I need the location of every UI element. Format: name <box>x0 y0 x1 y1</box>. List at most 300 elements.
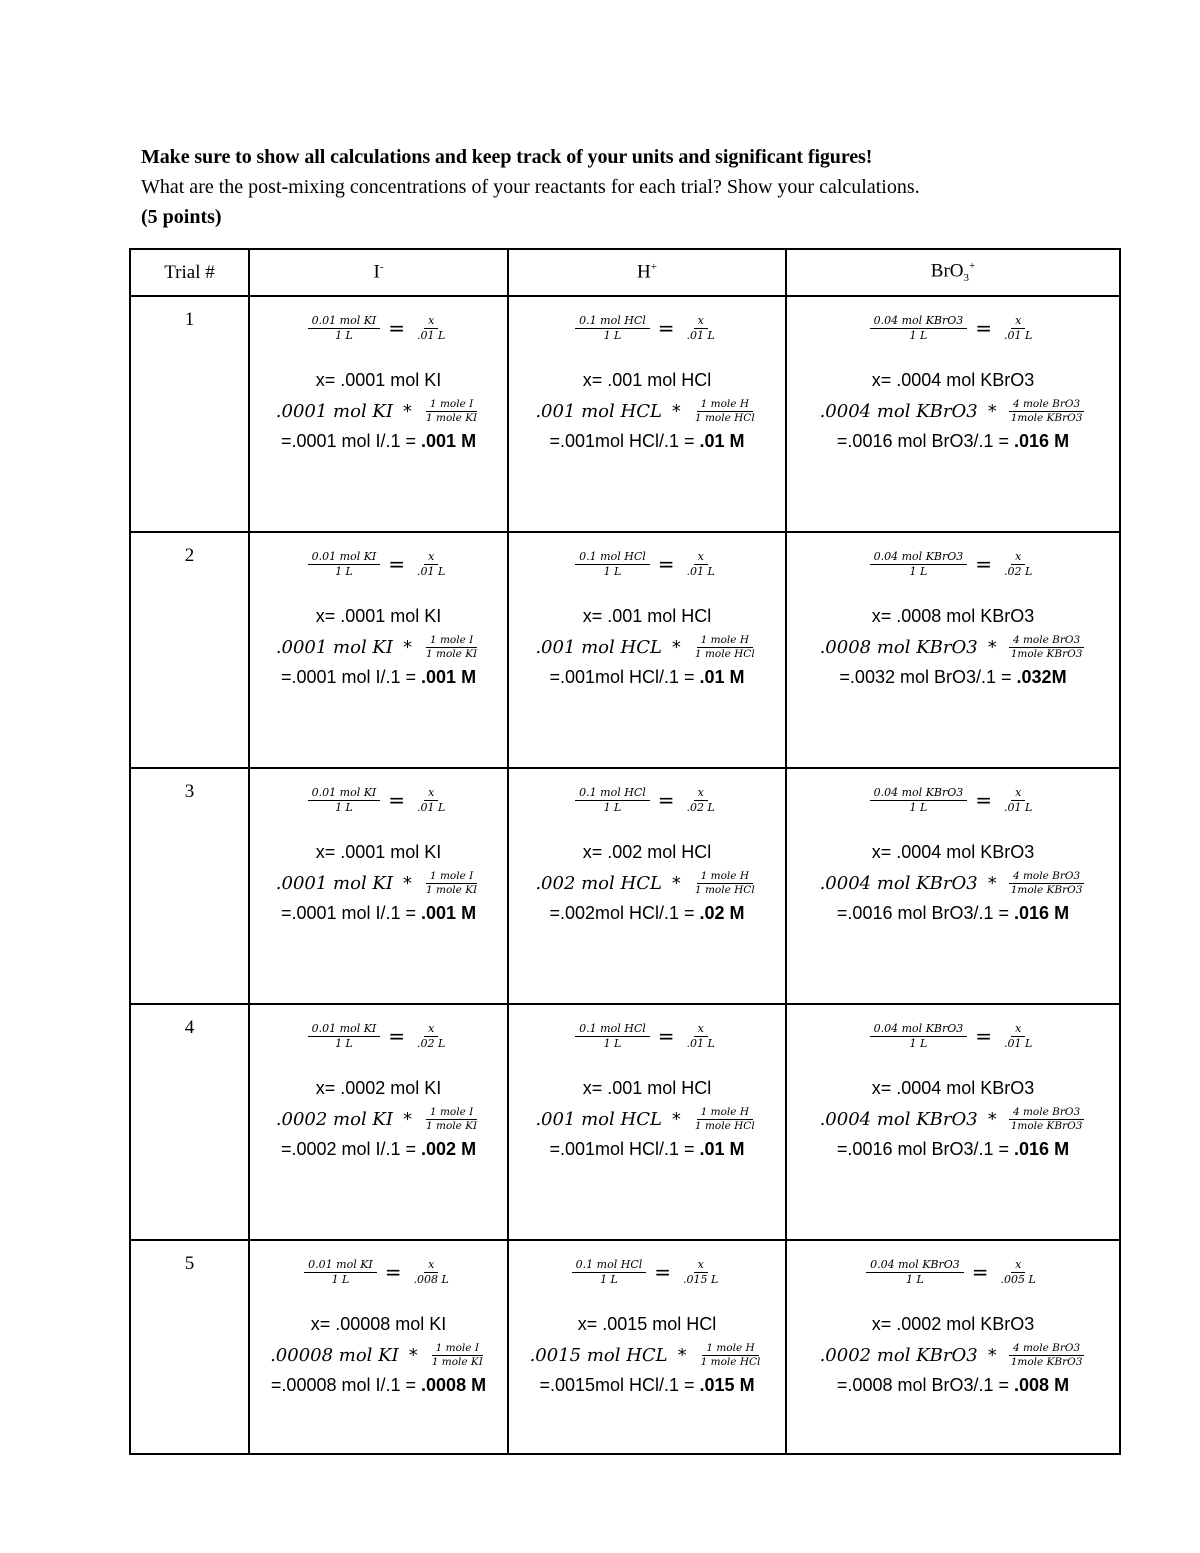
calc-text: 1 mole H <box>702 1342 758 1356</box>
moles-quantity: .0002 mol KI <box>275 1108 393 1130</box>
calc-text: =.0016 mol BrO3/.1 = <box>836 903 1015 923</box>
conversion-equation <box>276 393 481 429</box>
multiply-sign: * <box>987 400 997 422</box>
calc-text: 1 L <box>335 1036 353 1050</box>
ratio-equation <box>575 783 719 817</box>
calc-text: x <box>424 550 438 565</box>
calc-text: x <box>1011 550 1025 565</box>
molarity-result <box>831 1373 1075 1397</box>
ratio-equation <box>304 1255 453 1289</box>
calc-text: 1 L <box>909 800 928 814</box>
calc-text: .01 M <box>699 667 745 687</box>
concentration-table <box>129 248 1121 1455</box>
calc-text: 1 L <box>909 564 928 578</box>
calc-text: x <box>694 786 708 801</box>
calc-text: x <box>694 314 708 329</box>
table-row <box>130 532 1120 768</box>
molarity-result <box>833 665 1072 689</box>
calc-text: .01 L <box>686 1036 715 1050</box>
moles-result: x= .0004 mol KBrO3 <box>871 842 1035 862</box>
instruction-text: Make sure to show all calculations and keep track of your units and significant figures! <box>141 146 873 168</box>
calc-text: .0008 M <box>421 1375 487 1395</box>
calc-text: .02 L <box>686 800 715 814</box>
concentration-fraction <box>308 314 381 343</box>
calc-text: .01 L <box>417 800 446 814</box>
calc-cell-i <box>249 1004 508 1240</box>
molarity-result <box>543 665 750 689</box>
unknown-fraction <box>683 1022 719 1051</box>
calc-text: 0.1 mol HCl <box>572 1258 647 1273</box>
calc-cell-i <box>249 296 508 532</box>
calc-text: =.0008 mol BrO3/.1 = <box>836 1375 1015 1395</box>
moles-result: x= .00008 mol KI <box>310 1314 447 1334</box>
calc-text: .01 L <box>1004 800 1033 814</box>
moles-quantity: .0004 mol KBrO3 <box>819 872 978 894</box>
calc-text: 1 mole HCl <box>694 1119 755 1132</box>
calc-text: 1 L <box>335 800 353 814</box>
calc-cell-h <box>508 296 786 532</box>
mole-ratio-fraction <box>422 398 481 425</box>
table-row <box>130 1240 1120 1454</box>
ratio-equation <box>870 547 1037 581</box>
mole-ratio-fraction <box>697 1342 765 1369</box>
calc-text: 4 mole BrO3 <box>1009 634 1084 648</box>
mole-ratio-fraction <box>691 634 759 661</box>
calc-text: .015 L <box>683 1272 719 1286</box>
calc-text: .005 L <box>1000 1272 1036 1286</box>
moles-quantity: .0002 mol KBrO3 <box>819 1344 978 1366</box>
equals-sign: = <box>654 1260 672 1284</box>
calc-text: .002 M <box>421 1139 477 1159</box>
calc-text: .01 M <box>699 1139 745 1159</box>
calc-text: x <box>424 1022 438 1037</box>
conversion-equation <box>820 393 1087 429</box>
calc-text: 1 mole H <box>697 870 753 884</box>
calc-text: x <box>424 786 438 801</box>
mole-ratio-fraction <box>422 634 481 661</box>
calc-text: x <box>1011 1258 1025 1273</box>
unknown-fraction <box>997 1258 1040 1287</box>
moles-quantity: .0004 mol KBrO3 <box>819 1108 978 1130</box>
moles-result: x= .001 mol HCl <box>582 606 712 626</box>
calc-text: 1 mole KI <box>426 411 478 424</box>
calc-text: .02 L <box>1004 564 1033 578</box>
conversion-equation <box>535 629 758 665</box>
multiply-sign: * <box>403 400 412 422</box>
concentration-fraction <box>575 1022 650 1051</box>
conversion-equation <box>820 865 1087 901</box>
ratio-equation <box>308 1019 450 1053</box>
mole-ratio-fraction <box>1007 1342 1087 1369</box>
multiply-sign: * <box>987 636 997 658</box>
ratio-equation <box>866 1255 1040 1289</box>
equals-sign: = <box>975 1024 993 1048</box>
calc-text: =.0002 mol I/.1 = <box>280 1139 422 1159</box>
moles-result: x= .0002 mol KBrO3 <box>871 1314 1035 1334</box>
table-row <box>130 768 1120 1004</box>
calc-cell-h <box>508 768 786 1004</box>
multiply-sign: * <box>987 872 997 894</box>
calc-text: 0.04 mol KBrO3 <box>866 1258 964 1273</box>
calc-cell-i <box>249 532 508 768</box>
moles-result: x= .001 mol HCl <box>582 370 712 390</box>
calc-text: x <box>1011 314 1025 329</box>
mole-ratio-fraction <box>691 870 759 897</box>
concentration-fraction <box>870 1022 968 1051</box>
calc-text: =.0015mol HCl/.1 = <box>539 1375 700 1395</box>
calc-text: 1mole KBrO3 <box>1010 647 1083 660</box>
conversion-equation <box>276 865 481 901</box>
calc-text: =.0001 mol I/.1 = <box>280 667 422 687</box>
calc-text: 1 L <box>906 1272 924 1286</box>
trial-number: 1 <box>130 296 249 532</box>
calc-text: 1 mole H <box>697 398 753 412</box>
calc-text: .01 L <box>1004 328 1033 342</box>
moles-quantity: .0015 mol HCL <box>529 1344 668 1366</box>
mole-ratio-fraction <box>1007 1106 1087 1133</box>
multiply-sign: * <box>671 400 681 422</box>
concentration-fraction <box>572 1258 647 1287</box>
calc-text: 1 mole I <box>426 870 477 884</box>
mole-ratio-fraction <box>691 398 759 425</box>
calc-text: 1 mole KI <box>426 883 478 896</box>
equals-sign: = <box>388 1024 406 1048</box>
multiply-sign: * <box>677 1344 687 1366</box>
conversion-equation <box>276 629 481 665</box>
calc-text: 1 L <box>331 1272 350 1286</box>
trial-number: 2 <box>130 532 249 768</box>
equals-sign: = <box>975 788 993 812</box>
calc-text: 0.1 mol HCl <box>575 786 650 801</box>
calc-text: .01 L <box>417 328 446 342</box>
moles-quantity: .0001 mol KI <box>275 636 393 658</box>
equals-sign: = <box>388 552 406 576</box>
unknown-fraction <box>1000 550 1036 579</box>
calc-text: =.0016 mol BrO3/.1 = <box>836 431 1015 451</box>
calc-text: .02 M <box>699 903 745 923</box>
molarity-result <box>831 1137 1075 1161</box>
calc-text: .02 L <box>417 1036 446 1050</box>
conversion-equation <box>276 1101 481 1137</box>
calc-cell-b <box>786 1240 1120 1454</box>
calc-text: 0.01 mol KI <box>308 786 381 801</box>
header <box>141 142 1141 232</box>
concentration-fraction <box>870 550 968 579</box>
molarity-result <box>543 901 750 925</box>
ratio-equation <box>575 311 719 345</box>
calc-text: 0.04 mol KBrO3 <box>870 1022 968 1037</box>
equals-sign: = <box>971 1260 989 1284</box>
molarity-result <box>543 1137 750 1161</box>
molarity-result <box>275 901 482 925</box>
header-hydrogen: H+ <box>508 249 786 296</box>
calc-text: =.0016 mol BrO3/.1 = <box>836 1139 1015 1159</box>
equals-sign: = <box>657 788 675 812</box>
unknown-fraction <box>1000 1022 1036 1051</box>
equals-sign: = <box>657 552 675 576</box>
moles-result: x= .0004 mol KBrO3 <box>871 1078 1035 1098</box>
concentration-fraction <box>870 314 968 343</box>
calc-text: =.0001 mol I/.1 = <box>280 431 422 451</box>
calc-text: 1 mole H <box>697 1106 753 1120</box>
calc-text: .01 L <box>686 328 715 342</box>
calc-text: 0.01 mol KI <box>304 1258 377 1273</box>
ratio-equation <box>870 783 1037 817</box>
calc-text: .01 L <box>686 564 715 578</box>
mole-ratio-fraction <box>422 1106 481 1133</box>
calc-cell-b <box>786 296 1120 532</box>
unknown-fraction <box>683 550 719 579</box>
ratio-equation <box>308 783 450 817</box>
moles-quantity: .0001 mol KI <box>275 400 393 422</box>
conversion-equation <box>820 1101 1087 1137</box>
calc-text: .001 M <box>421 431 477 451</box>
moles-result: x= .0002 mol KI <box>315 1078 442 1098</box>
equals-sign: = <box>975 552 993 576</box>
calc-text: =.001mol HCl/.1 = <box>549 1139 700 1159</box>
multiply-sign: * <box>671 1108 681 1130</box>
moles-result: x= .0001 mol KI <box>315 842 442 862</box>
multiply-sign: * <box>403 1108 412 1130</box>
calc-text: =.0032 mol BrO3/.1 = <box>839 667 1017 687</box>
calc-text: x <box>694 550 708 565</box>
multiply-sign: * <box>408 1344 418 1366</box>
calc-text: .001 M <box>421 903 477 923</box>
calc-text: x <box>694 1258 708 1273</box>
calc-text: 1 L <box>603 800 622 814</box>
calc-cell-h <box>508 532 786 768</box>
calc-text: 1 mole I <box>426 1106 477 1120</box>
moles-quantity: .0004 mol KBrO3 <box>819 400 978 422</box>
trial-number: 5 <box>130 1240 249 1454</box>
molarity-result <box>265 1373 492 1397</box>
mole-ratio-fraction <box>1007 870 1087 897</box>
molarity-result <box>543 429 750 453</box>
calc-text: 4 mole BrO3 <box>1009 870 1084 884</box>
calc-text: 1 mole I <box>426 398 477 412</box>
table-header-row <box>130 249 1120 296</box>
calc-text: 1 L <box>335 328 353 342</box>
calc-text: 1 L <box>600 1272 618 1286</box>
calc-text: 1mole KBrO3 <box>1010 883 1083 896</box>
calc-text: =.0001 mol I/.1 = <box>280 903 422 923</box>
mole-ratio-fraction <box>422 870 481 897</box>
calc-text: x <box>1011 1022 1025 1037</box>
calc-text: 0.04 mol KBrO3 <box>870 786 968 801</box>
molarity-result <box>533 1373 760 1397</box>
calc-text: x <box>424 314 438 329</box>
conversion-equation <box>535 1101 758 1137</box>
calc-text: 0.01 mol KI <box>308 1022 381 1037</box>
equals-sign: = <box>975 316 993 340</box>
equals-sign: = <box>384 1260 402 1284</box>
calc-text: .001 M <box>421 667 477 687</box>
calc-text: .01 M <box>699 431 745 451</box>
conversion-equation <box>535 865 758 901</box>
calc-cell-h <box>508 1004 786 1240</box>
multiply-sign: * <box>403 872 412 894</box>
table-row <box>130 296 1120 532</box>
multiply-sign: * <box>403 636 412 658</box>
concentration-fraction <box>308 786 381 815</box>
calc-text: .008 L <box>413 1272 449 1286</box>
points-label: (5 points) <box>141 206 222 228</box>
calc-text: 1 L <box>909 328 928 342</box>
concentration-fraction <box>575 550 650 579</box>
ratio-equation <box>572 1255 723 1289</box>
moles-result: x= .0001 mol KI <box>315 606 442 626</box>
concentration-fraction <box>575 786 650 815</box>
calc-text: 0.1 mol HCl <box>575 314 650 329</box>
calc-text: 1 mole HCl <box>694 883 755 896</box>
multiply-sign: * <box>987 1108 997 1130</box>
ratio-equation <box>870 311 1037 345</box>
ratio-equation <box>870 1019 1037 1053</box>
calc-text: 4 mole BrO3 <box>1009 398 1084 412</box>
molarity-result <box>831 429 1075 453</box>
calc-cell-i <box>249 768 508 1004</box>
calc-text: 0.1 mol HCl <box>575 550 650 565</box>
calc-text: 1 mole KI <box>426 647 478 660</box>
unknown-fraction <box>413 550 449 579</box>
calc-text: =.001mol HCl/.1 = <box>549 431 700 451</box>
unknown-fraction <box>413 1022 449 1051</box>
calc-text: 0.04 mol KBrO3 <box>870 314 968 329</box>
equals-sign: = <box>388 316 406 340</box>
calc-cell-b <box>786 1004 1120 1240</box>
conversion-equation <box>535 393 758 429</box>
calc-text: 1 mole I <box>432 1342 483 1356</box>
mole-ratio-fraction <box>1007 398 1087 425</box>
moles-quantity: .002 mol HCL <box>535 872 662 894</box>
calc-text: =.001mol HCl/.1 = <box>549 667 700 687</box>
trial-number: 4 <box>130 1004 249 1240</box>
concentration-fraction <box>304 1258 377 1287</box>
molarity-result <box>831 901 1075 925</box>
moles-quantity: .0008 mol KBrO3 <box>819 636 978 658</box>
unknown-fraction <box>1000 786 1036 815</box>
question-text: What are the post-mixing concentrations of your reactants for each trial? Show your calculations. <box>141 176 920 198</box>
calc-text: .016 M <box>1014 903 1070 923</box>
moles-quantity: .001 mol HCL <box>535 636 662 658</box>
ratio-equation <box>308 311 450 345</box>
calc-text: 1 L <box>909 1036 928 1050</box>
calc-text: 1 mole H <box>697 634 753 648</box>
calc-text: 0.04 mol KBrO3 <box>870 550 968 565</box>
calc-text: 1mole KBrO3 <box>1010 1355 1083 1368</box>
unknown-fraction <box>679 1258 722 1287</box>
calc-text: .01 L <box>417 564 446 578</box>
conversion-equation <box>820 629 1087 665</box>
calc-text: 1mole KBrO3 <box>1010 411 1083 424</box>
header-trial: Trial # <box>130 249 249 296</box>
table-row <box>130 1004 1120 1240</box>
calc-cell-h <box>508 1240 786 1454</box>
moles-result: x= .0015 mol HCl <box>577 1314 717 1334</box>
calc-text: .016 M <box>1014 431 1070 451</box>
calc-text: .032M <box>1016 667 1067 687</box>
moles-result: x= .002 mol HCl <box>582 842 712 862</box>
calc-text: 1 mole HCl <box>694 647 755 660</box>
calc-text: 0.1 mol HCl <box>575 1022 650 1037</box>
molarity-result <box>275 429 482 453</box>
unknown-fraction <box>410 1258 453 1287</box>
calc-text: =.00008 mol I/.1 = <box>270 1375 422 1395</box>
calc-text: 1 mole HCl <box>694 411 755 424</box>
calc-cell-b <box>786 768 1120 1004</box>
concentration-fraction <box>575 314 650 343</box>
moles-quantity: .0001 mol KI <box>275 872 393 894</box>
multiply-sign: * <box>671 872 681 894</box>
mole-ratio-fraction <box>1007 634 1087 661</box>
molarity-result <box>275 1137 482 1161</box>
ratio-equation <box>575 1019 719 1053</box>
calc-text: 0.01 mol KI <box>308 550 381 565</box>
calc-text: x <box>1011 786 1025 801</box>
calc-text: 1 mole HCl <box>700 1355 761 1368</box>
calc-text: 4 mole BrO3 <box>1009 1342 1084 1356</box>
unknown-fraction <box>683 314 719 343</box>
moles-quantity: .001 mol HCL <box>535 400 662 422</box>
concentration-fraction <box>308 1022 381 1051</box>
molarity-result <box>275 665 482 689</box>
equals-sign: = <box>388 788 406 812</box>
multiply-sign: * <box>671 636 681 658</box>
equals-sign: = <box>657 316 675 340</box>
calc-text: 1 mole I <box>426 634 477 648</box>
calc-text: 1 L <box>603 328 622 342</box>
concentration-fraction <box>870 786 968 815</box>
calc-text: 1 mole KI <box>426 1119 478 1132</box>
calc-cell-b <box>786 532 1120 768</box>
equals-sign: = <box>657 1024 675 1048</box>
moles-result: x= .0004 mol KBrO3 <box>871 370 1035 390</box>
unknown-fraction <box>413 314 449 343</box>
unknown-fraction <box>1000 314 1036 343</box>
calc-text: 1mole KBrO3 <box>1010 1119 1083 1132</box>
mole-ratio-fraction <box>428 1342 487 1369</box>
moles-result: x= .001 mol HCl <box>582 1078 712 1098</box>
header-bromate: BrO$_3$+ <box>786 249 1120 296</box>
calc-text: 0.01 mol KI <box>308 314 381 329</box>
calc-text: .008 M <box>1014 1375 1070 1395</box>
calc-text: 1 L <box>603 1036 622 1050</box>
trial-number: 3 <box>130 768 249 1004</box>
mole-ratio-fraction <box>691 1106 759 1133</box>
moles-quantity: .00008 mol KI <box>270 1344 399 1366</box>
moles-result: x= .0008 mol KBrO3 <box>871 606 1035 626</box>
conversion-equation <box>530 1337 765 1373</box>
multiply-sign: * <box>987 1344 997 1366</box>
moles-quantity: .001 mol HCL <box>535 1108 662 1130</box>
unknown-fraction <box>683 786 719 815</box>
calc-text: x <box>694 1022 708 1037</box>
conversion-equation <box>820 1337 1087 1373</box>
calc-text: 1 L <box>603 564 622 578</box>
calc-text: x <box>424 1258 438 1273</box>
calc-text: .015 M <box>699 1375 755 1395</box>
ratio-equation <box>308 547 450 581</box>
concentration-fraction <box>866 1258 964 1287</box>
calc-text: .01 L <box>1004 1036 1033 1050</box>
calc-text: 1 mole KI <box>431 1355 483 1368</box>
calc-cell-i <box>249 1240 508 1454</box>
ratio-equation <box>575 547 719 581</box>
calc-text: 1 L <box>335 564 353 578</box>
calc-text: =.002mol HCl/.1 = <box>549 903 700 923</box>
conversion-equation <box>270 1337 487 1373</box>
header-iodide: I- <box>249 249 508 296</box>
